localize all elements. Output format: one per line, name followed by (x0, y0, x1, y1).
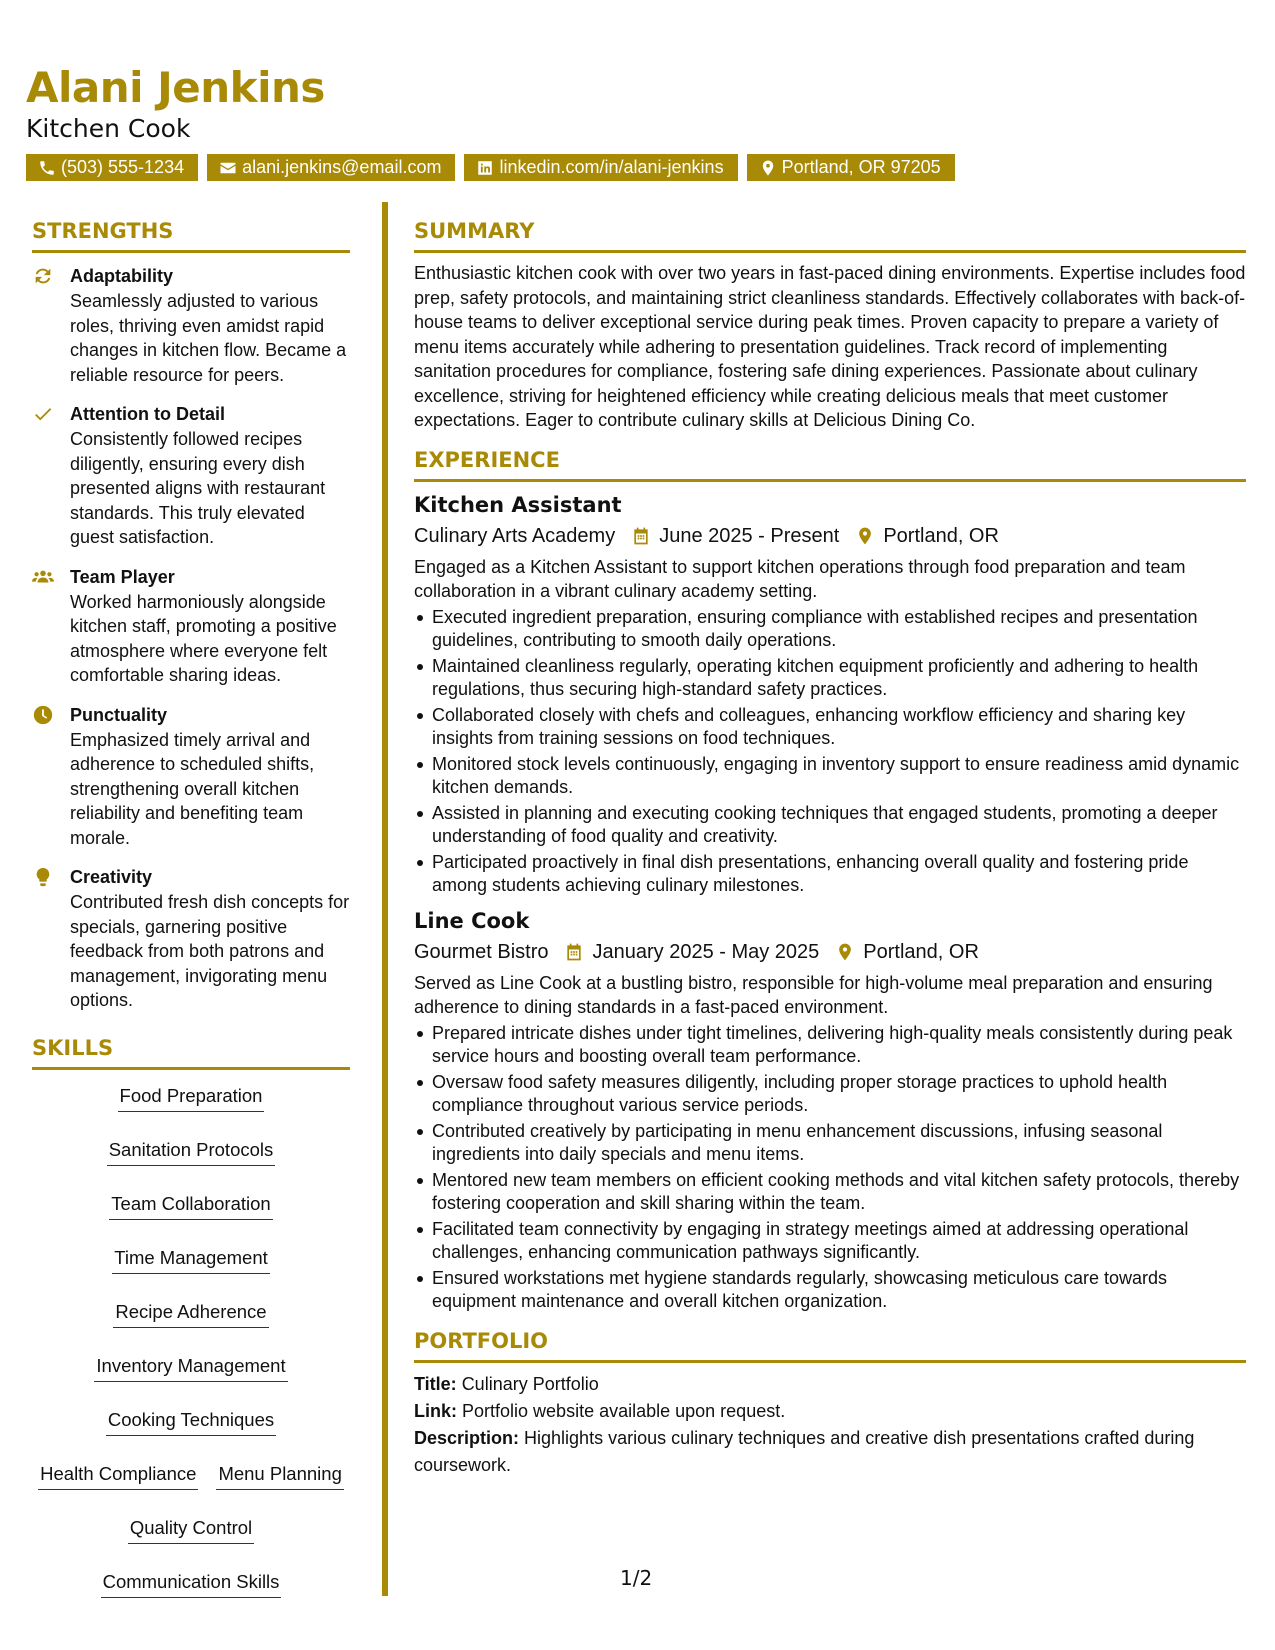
job-meta (414, 937, 1246, 967)
resume-header (26, 62, 1246, 181)
strength-desc: Worked harmoniously alongside kitchen staff, promoting a positive atmosphere where everyone felt comfortable sharing ideas. (70, 591, 337, 685)
job-dates: June 2025 - Present (659, 524, 840, 547)
skills-heading: SKILLS (32, 1033, 350, 1070)
job-bullet: Maintained cleanliness regularly, operating kitchen equipment proficiently and adhering to health regulations, thus securing high-standard safety practices. (414, 655, 1246, 702)
contact-bar (26, 154, 1246, 181)
page-number: 1/2 (620, 1566, 653, 1590)
job-title: Kitchen Assistant (414, 492, 622, 517)
job-bullet: Prepared intricate dishes under tight timelines, delivering high-quality meals consistently during peak service hours and boosting overall team performance. (414, 1022, 1246, 1069)
skill-tag: Team Collaboration (109, 1190, 272, 1220)
strength-desc: Seamlessly adjusted to various roles, thriving even amidst rapid changes in kitchen flow. Became a reliable resource for peers. (70, 291, 347, 385)
map-pin-icon (855, 526, 875, 546)
skill-tag: Time Management (112, 1244, 270, 1274)
strength-name: Attention to Detail (70, 404, 225, 424)
job-location: Portland, OR (883, 524, 999, 547)
portfolio-title-value: Culinary Portfolio (461, 1373, 599, 1394)
calendar-icon (564, 942, 584, 962)
skill-tag: Cooking Techniques (106, 1406, 276, 1436)
experience-heading: EXPERIENCE (414, 445, 1246, 482)
clock-icon (32, 704, 54, 726)
job-title: Line Cook (414, 908, 530, 933)
skill-tag: Sanitation Protocols (107, 1136, 276, 1166)
strengths-list (32, 263, 350, 1013)
contact-email[interactable] (207, 154, 455, 181)
job-bullet: Participated proactively in final dish presentations, enhancing overall quality and fostering pride among students achieving culinary milestones. (414, 851, 1246, 898)
strength-item (32, 564, 350, 688)
skill-tag: Health Compliance (38, 1460, 198, 1490)
portfolio-description-value: Highlights various culinary techniques and creative dish presentations crafted during coursework. (414, 1427, 1195, 1475)
portfolio-title-label: Title: (414, 1373, 457, 1394)
strength-name: Team Player (70, 566, 175, 587)
portfolio-description-label: Description: (414, 1427, 520, 1448)
candidate-title: Kitchen Cook (26, 114, 191, 143)
skill-tag: Recipe Adherence (113, 1298, 268, 1328)
strength-desc: Consistently followed recipes diligently, ensuring every dish presented aligns with restaurant standards. This truly elevated guest satisfaction. (70, 429, 326, 547)
left-column (32, 216, 350, 1598)
checkmark-icon (32, 403, 54, 425)
skills-section (32, 1033, 350, 1598)
contact-linkedin[interactable] (464, 154, 737, 181)
portfolio-heading: PORTFOLIO (414, 1326, 1246, 1363)
portfolio-link-line (414, 1398, 1246, 1425)
contact-email-text: alani.jenkins@email.com (242, 157, 442, 177)
linkedin-icon (476, 159, 494, 177)
job-company: Gourmet Bistro (414, 940, 549, 963)
skills-list (32, 1082, 350, 1598)
job-entry (414, 490, 1246, 898)
strength-item (32, 401, 350, 550)
job-dates: January 2025 - May 2025 (592, 940, 820, 963)
job-bullet: Oversaw food safety measures diligently, including proper storage practices to uphold health compliance throughout various service periods. (414, 1071, 1246, 1118)
job-description: Engaged as a Kitchen Assistant to support kitchen operations through food preparation and team collaboration in a vibrant culinary academy setting. (414, 556, 1186, 601)
job-bullet: Monitored stock levels continuously, engaging in inventory support to ensure readiness amid dynamic kitchen demands. (414, 753, 1246, 800)
contact-location-text: Portland, OR 97205 (781, 157, 941, 177)
job-bullet: Contributed creatively by participating in menu enhancement discussions, infusing seasonal ingredients into daily specials and menu items. (414, 1120, 1246, 1167)
column-divider (382, 202, 388, 1596)
calendar-icon (631, 526, 651, 546)
portfolio-section (414, 1326, 1246, 1479)
portfolio-link-value: Portfolio website available upon request. (462, 1400, 786, 1421)
map-pin-icon (835, 942, 855, 962)
job-bullets (414, 1022, 1246, 1314)
candidate-name: Alani Jenkins (26, 63, 325, 112)
job-bullet: Collaborated closely with chefs and colleagues, enhancing workflow efficiency and sharing key insights from training sessions on food techniques. (414, 704, 1246, 751)
users-icon (32, 566, 54, 588)
contact-linkedin-text: linkedin.com/in/alani-jenkins (499, 157, 724, 177)
map-pin-icon (759, 159, 777, 177)
job-bullet: Facilitated team connectivity by engaging in strategy meetings aimed at addressing operational challenges, enhancing communication pathways significantly. (414, 1218, 1246, 1265)
strength-name: Punctuality (70, 704, 168, 725)
contact-phone-text: (503) 555-1234 (61, 157, 185, 177)
strengths-heading: STRENGTHS (32, 216, 350, 253)
refresh-icon (32, 265, 54, 287)
right-column (414, 216, 1246, 1479)
strength-item (32, 702, 350, 851)
strength-name: Adaptability (70, 266, 174, 286)
skill-tag: Food Preparation (118, 1082, 265, 1112)
lightbulb-icon (32, 866, 54, 888)
skill-tag: Communication Skills (101, 1568, 282, 1598)
job-description: Served as Line Cook at a bustling bistro, responsible for high-volume meal preparation and ensuring adherence to dining standards in a fast-paced environment. (414, 972, 1213, 1017)
contact-phone[interactable] (26, 154, 198, 181)
strength-desc: Emphasized timely arrival and adherence to scheduled shifts, strengthening overall kitchen reliability and benefiting team morale. (70, 729, 315, 848)
strength-item (32, 263, 350, 387)
strength-name: Creativity (70, 867, 153, 887)
envelope-icon (219, 159, 237, 177)
job-bullet: Executed ingredient preparation, ensuring compliance with established recipes and presentation guidelines, contributing to smooth daily operations. (414, 606, 1246, 653)
job-company: Culinary Arts Academy (414, 524, 616, 547)
job-location: Portland, OR (863, 940, 979, 963)
summary-heading: SUMMARY (414, 216, 1246, 253)
portfolio-title-line (414, 1371, 1246, 1398)
summary-text: Enthusiastic kitchen cook with over two years in fast-paced dining environments. Expertise includes food prep, safety protocols, and maintaining strict cleanliness standards. Effectively collaborates with back-of-house teams to deliver exceptional service during peak times. Proven capacity to prepare a variety of menu items accurately while adhering to presentation guidelines. Track record of implementing sanitation procedures for compliance, fostering safe dining experiences. Passionate about culinary excellence, striving for heightened efficiency while creating delicious meals that meet customer expectations. Eager to contribute culinary skills at Delicious Dining Co. (414, 263, 1246, 430)
skill-tag: Quality Control (128, 1514, 254, 1544)
portfolio-link-label: Link: (414, 1400, 457, 1421)
job-meta (414, 521, 1246, 551)
job-bullet: Ensured workstations met hygiene standards regularly, showcasing meticulous care towards equipment maintenance and overall kitchen organization. (414, 1267, 1246, 1314)
job-bullets (414, 606, 1246, 898)
phone-icon (38, 159, 56, 177)
job-entry (414, 906, 1246, 1314)
strength-desc: Contributed fresh dish concepts for specials, garnering positive feedback from both patrons and management, invigorating menu options. (70, 892, 350, 1010)
job-bullet: Assisted in planning and executing cooking techniques that engaged students, promoting a deeper understanding of food quality and creativity. (414, 802, 1246, 849)
job-bullet: Mentored new team members on efficient cooking methods and vital kitchen safety protocols, thereby fostering cooperation and skill sharing within the team. (414, 1169, 1246, 1216)
strength-item (32, 864, 350, 1013)
portfolio-description-line (414, 1425, 1246, 1479)
skill-tag: Inventory Management (94, 1352, 287, 1382)
contact-location[interactable] (747, 154, 955, 181)
skill-tag: Menu Planning (216, 1460, 343, 1490)
